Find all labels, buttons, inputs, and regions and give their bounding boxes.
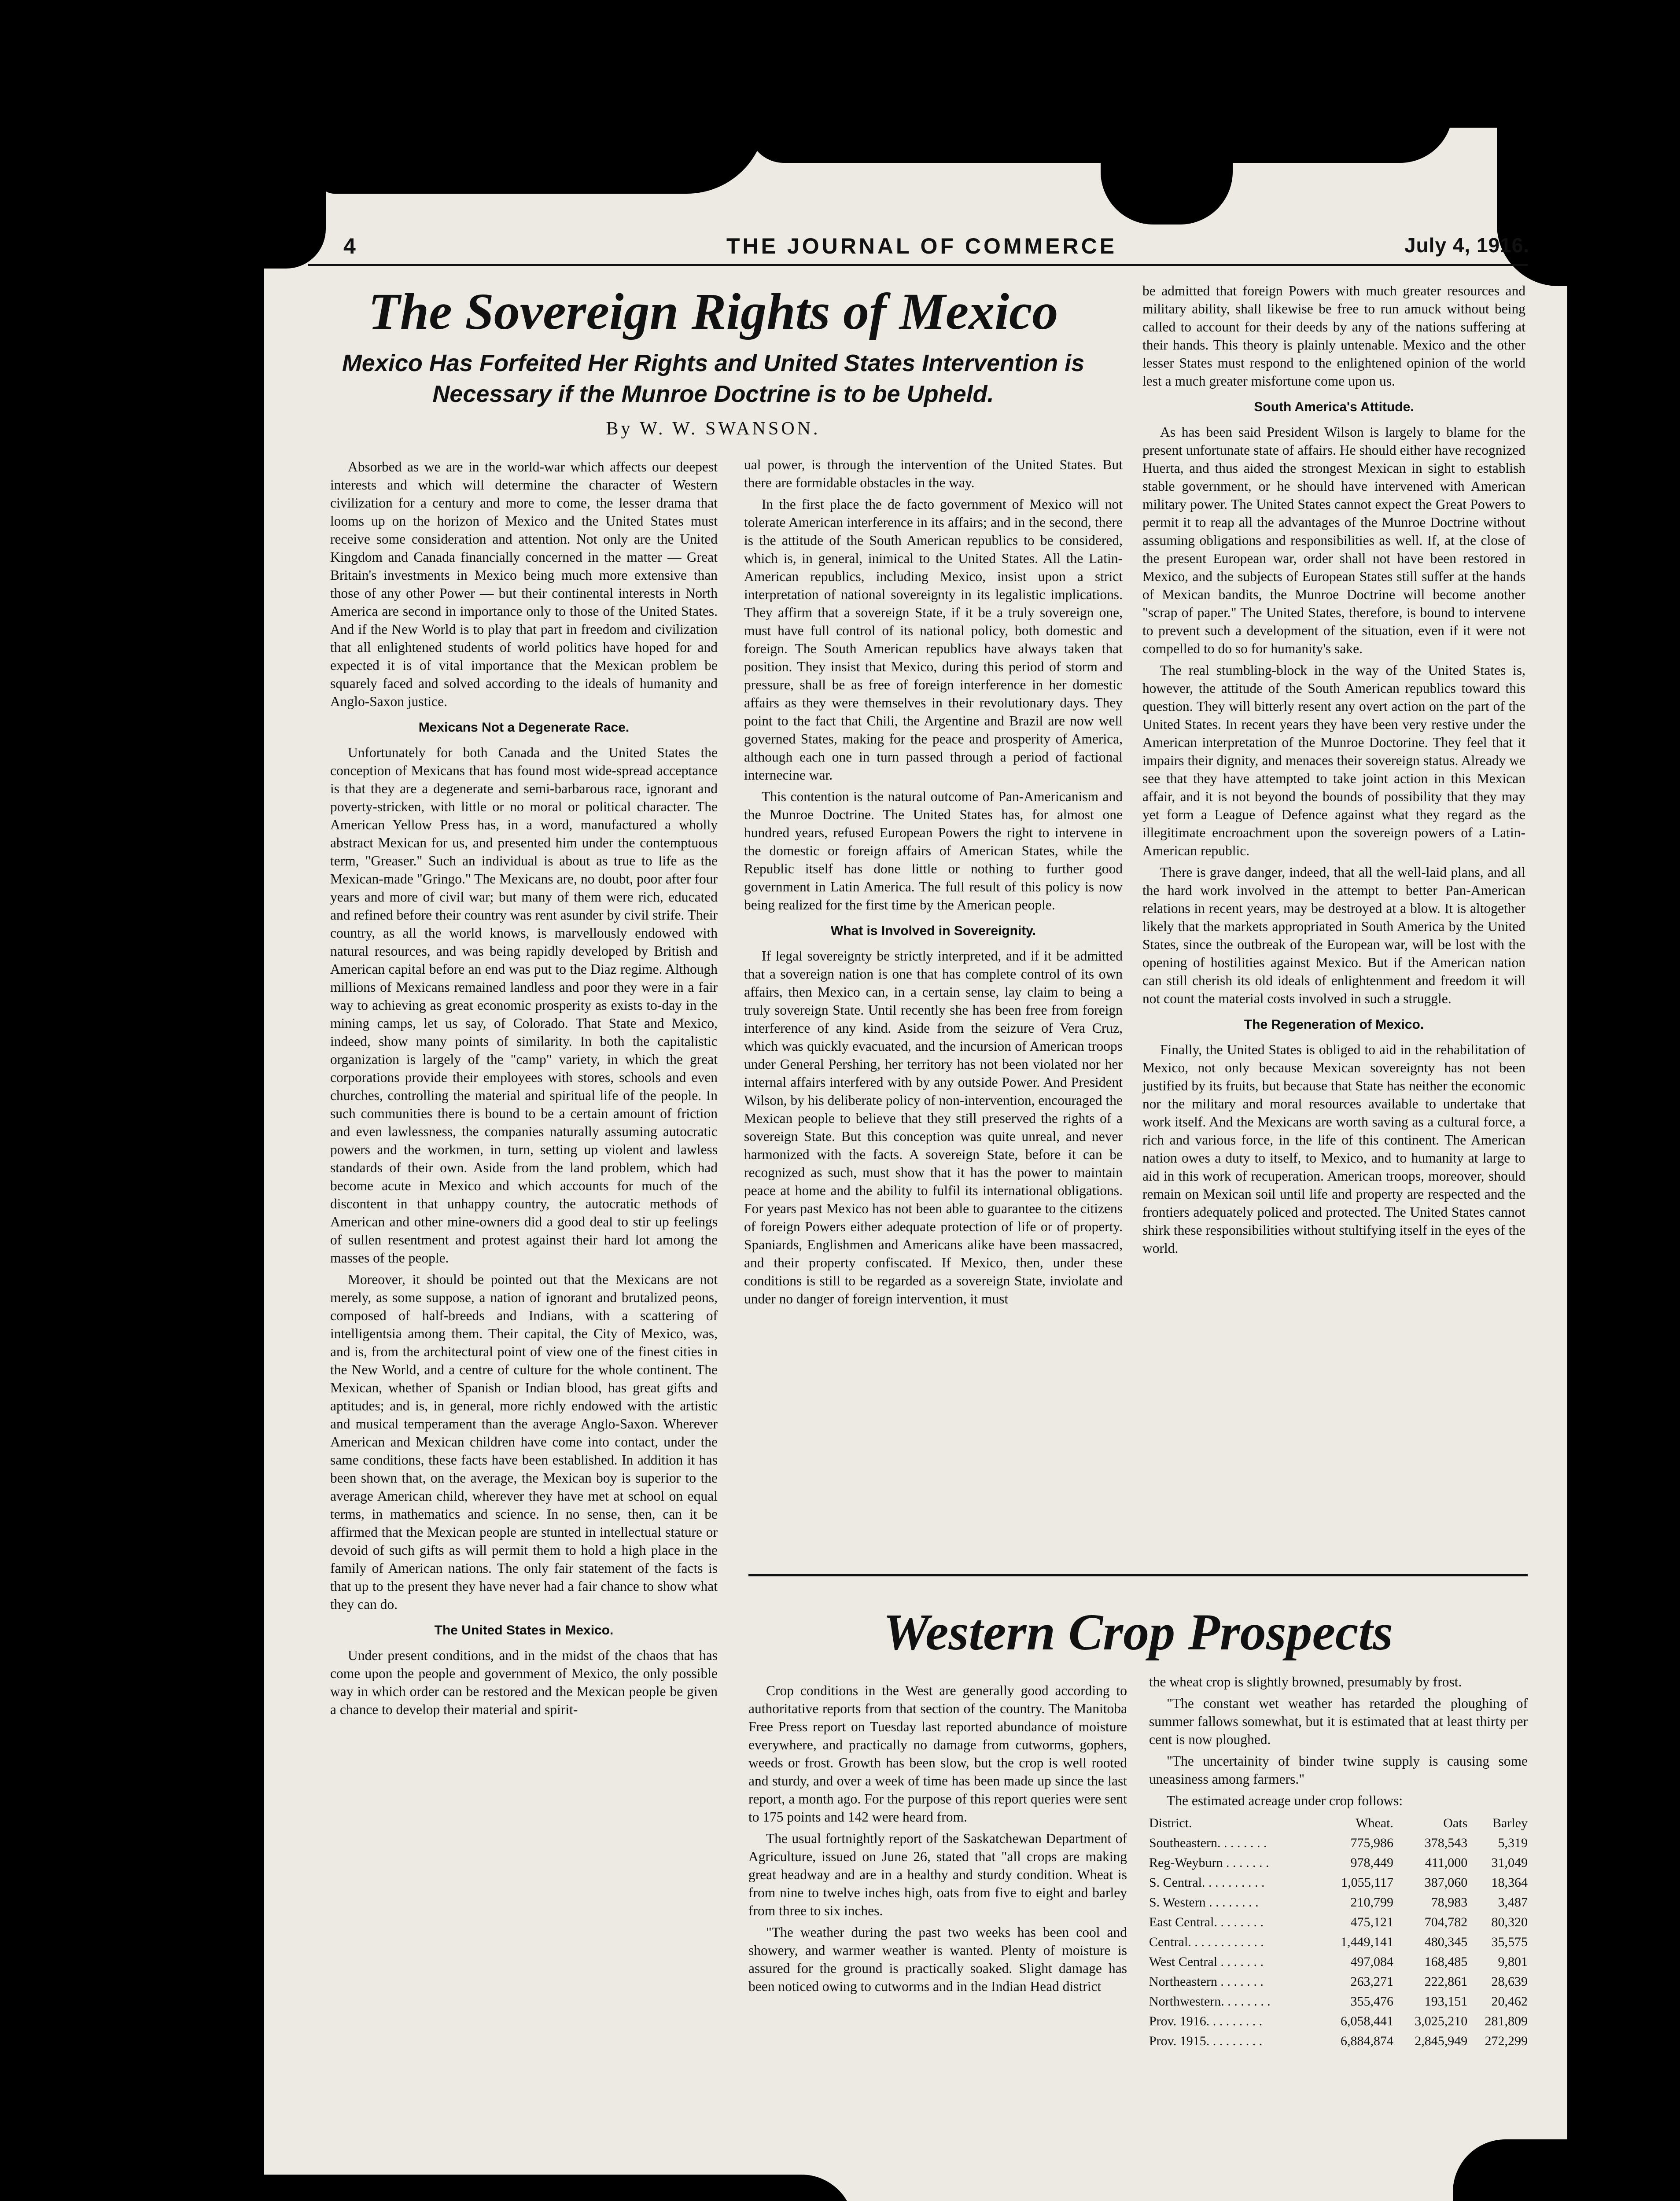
district-cell: Reg-Weyburn . . . . . . . — [1149, 1855, 1269, 1870]
table-row — [1149, 1972, 1528, 1991]
section-heading: What is Involved in Sovereignity. — [830, 924, 1036, 938]
district-cell: Central. . . . . . . . . . . . — [1149, 1935, 1264, 1949]
paragraph: If legal sovereignty be strictly interpreted, and if it be admitted that a sovereign nation is one that has complete control of its own affairs, then Mexico can, in a certain sense, lay claim to being a truly sovereign State. Until recently she has been free from foreign interference of any kind. Aside from the seizure of Vera Cruz, which was quickly evacuated, and the incursion of American troops under General Pershing, her territory has not been violated nor her internal affairs interfered with by any outside Power. And President Wilson, by his deliberate policy of non-intervention, encouraged the Mexican people to believe that they still preserved the rights of a sovereign State. But this conception was quite unreal, and never harmonized with the facts. A sovereign State, before it can be recognized as such, must show that it has the power to maintain peace at home and the ability to fulfil its international obligations. For years past Mexico has not been able to guarantee to the citizens of foreign Powers either adequate protection of life or of property. Spaniards, Englishmen and Americans alike have been massacred, and their property confiscated. If Mexico, then, under these conditions is still to be regarded as a sovereign State, inviolate and under no danger of foreign intervention, it must — [744, 948, 1123, 1307]
article-column-1 — [330, 458, 718, 1722]
acreage-table — [1149, 1813, 1528, 2051]
district-cell: Northwestern. . . . . . . . — [1149, 1994, 1271, 2009]
table-row — [1149, 2031, 1528, 2051]
table-header-row — [1149, 1813, 1528, 1833]
acreage-cell: 411,000 — [1425, 1855, 1468, 1870]
acreage-cell: 18,364 — [1491, 1875, 1528, 1890]
column-header: Barley — [1492, 1816, 1528, 1830]
acreage-cell: 3,487 — [1498, 1895, 1528, 1910]
table-row — [1149, 1952, 1528, 1972]
acreage-cell: 210,799 — [1350, 1895, 1393, 1910]
table-row — [1149, 1892, 1528, 1912]
paragraph: There is grave danger, indeed, that all the well-laid plans, and all the hard work involved in the attempt to better Pan-American relations in recent years, may be destroyed at a blow. It is altogether likely that the markets appropriated in South America by the United States, since the outbreak of the European war, will be lost with the opening of hostilities against Mexico. But if the American nation can still cherish its old ideals of enlightenment and freedom it will not count the material costs involved in such a struggle. — [1142, 865, 1525, 1006]
paragraph: In the first place the de facto government of Mexico will not tolerate American interference in its affairs; and in the second, there is the attitude of the South American republics to be considered, which is, in general, inimical to the United States. All the Latin-American republics, including Mexico, insist upon a strict interpretation of national sovereignty in its legalistic implications. They affirm that a sovereign State, if it be a truly sovereign one, must have full control of its national policy, both domestic and foreign. The South American republics have always taken that position. They insist that Mexico, during this period of storm and pressure, shall be as free of foreign interference in her domestic affairs as they were themselves in their revolutionary days. They point to the fact that Chili, the Argentine and Brazil are now well governed States, making for the peace and prosperity of America, although each one in turn passed through a period of factional internecine war. — [744, 497, 1123, 783]
article-column-2 — [744, 456, 1123, 1311]
torn-edge — [1453, 2139, 1620, 2201]
paragraph: Moreover, it should be pointed out that the Mexicans are not merely, as some suppose, a nation of ignorant and brutalized peons, composed of half-breeds and Indians, with a scattering of intelligentsia among them. Their capital, the City of Mexico, was, and is, from the architectural point of view one of the finest cities in the New World, and a centre of culture for the whole continent. The Mexican, whether of Spanish or Indian blood, has great gifts and aptitudes; and is, in general, more richly endowed with the artistic and musical temperament than the average Anglo-Saxon. Wherever American and Mexican children have come into contact, under the same conditions, these facts have been established. In addition it has been shown that, on the average, the Mexican boy is superior to the average American child, wherever they have met at school on equal terms, in mathematics and science. In no sense, then, can it be affirmed that the Mexican people are stunted in intellectual stature or devoid of such gifts as will permit them to hold a high place in the family of American nations. The only fair statement of the facts is that up to the present they have never had a fair chance to show what they can do. — [330, 1272, 718, 1612]
section-heading: South America's Attitude. — [1254, 400, 1414, 414]
header-rule — [308, 264, 1528, 266]
crop-column-1 — [748, 1682, 1127, 1999]
district-cell: East Central. . . . . . . . — [1149, 1915, 1264, 1929]
torn-edge — [1497, 110, 1620, 286]
paragraph: "The constant wet weather has retarded the ploughing of summer fallows somewhat, but it is estimated that at least thirty per cent is now ploughed. — [1149, 1696, 1528, 1747]
acreage-cell: 5,319 — [1498, 1836, 1528, 1850]
table-row — [1149, 1833, 1528, 1853]
table-row — [1149, 1932, 1528, 1952]
masthead: THE JOURNAL OF COMMERCE — [726, 234, 1117, 258]
acreage-cell: 263,271 — [1350, 1974, 1393, 1989]
section-heading: Mexicans Not a Degenerate Race. — [418, 720, 630, 735]
issue-date: July 4, 1916. — [1404, 234, 1530, 257]
page-number: 4 — [343, 234, 358, 258]
acreage-cell: 272,299 — [1485, 2034, 1528, 2048]
acreage-cell: 978,449 — [1350, 1855, 1393, 1870]
paragraph: The estimated acreage under crop follows: — [1167, 1793, 1403, 1808]
column-header: District. — [1149, 1816, 1192, 1830]
acreage-cell: 1,055,117 — [1341, 1875, 1393, 1890]
article-column-3 — [1142, 282, 1525, 1261]
table-row — [1149, 1991, 1528, 2011]
paragraph: Crop conditions in the West are generally good according to authoritative reports from that section of the country. The Manitoba Free Press report on Tuesday last reported abundance of moisture everywhere, and practically no damage from cutworms, gophers, weeds or frost. Growth has been slow, but the crop is well rooted and sturdy, and over a week of time has been made up since the last report, a month ago. For the purpose of this report queries were sent to 175 points and 142 were heard from. — [748, 1683, 1127, 1825]
paragraph: Absorbed as we are in the world-war which affects our deepest interests and which will determine the character of Western civilization for a century and more to come, the lesser drama that looms up on the horizon of Mexico and the United States must receive some consideration and attention. Not only are the United Kingdom and Canada financially concerned in the matter — Great Britain's investments in Mexico being much more extensive than those of any other Power — but their continental interests in North America are second in importance only to those of the United States. And if the New World is to play that part in freedom and civilization that all enlightened students of world politics have hoped for and expected it is of vital importance that the Mexican problem be squarely faced and solved according to the ideals of humanity and Anglo-Saxon justice. — [330, 459, 718, 709]
section-rule — [748, 1574, 1528, 1576]
acreage-cell: 378,543 — [1424, 1836, 1468, 1850]
district-cell: Northeastern . . . . . . . — [1149, 1974, 1264, 1989]
acreage-cell: 475,121 — [1350, 1915, 1393, 1929]
acreage-cell: 31,049 — [1491, 1855, 1528, 1870]
paragraph: The real stumbling-block in the way of the United States is, however, the attitude of the South American republics toward this question. They will bitterly resent any overt action on the part of the United States. In recent years they have been very restive under the American interpretation of the Munroe Doctorine. They feel that it impairs their dignity, and menaces their sovereign status. Already we see that they have attempted to take joint action in this Mexican affair, and it is not beyond the bounds of possibility that they may yet form a League of Defence against what they regard as the illegitimate encroachment upon the sovereign powers of a Latin-American republic. — [1142, 663, 1525, 858]
paragraph: The usual fortnightly report of the Saskatchewan Department of Agriculture, issued on June 26, stated that "all crops are making great headway and are in a healthy and sturdy condition. Wheat is from nine to twelve inches high, oats from five to eight and barley from three to six inches. — [748, 1831, 1127, 1918]
acreage-cell: 3,025,210 — [1415, 2014, 1468, 2028]
paragraph: ual power, is through the intervention of the United States. But there are formidable obstacles in the way. — [744, 457, 1123, 490]
paragraph: This contention is the natural outcome of Pan-Americanism and the Munroe Doctrine. The United States has, for almost one hundred years, refused European Powers the right to intervene in the domestic or foreign affairs of American States, while the Republic itself has done little or nothing to further good government in Latin America. The full result of this policy is now being realized for the first time by the American people. — [744, 789, 1123, 913]
table-row — [1149, 1912, 1528, 1932]
paragraph: be admitted that foreign Powers with much greater resources and military ability, shall likewise be free to run amuck without being called to account for their deeds by any of the nations suffering at their hands. This theory is plainly untenable. Mexico and the other lesser States must respond to the enlightened opinion of the world lest a much greater misfortune come upon us. — [1142, 283, 1525, 389]
column-header: Wheat. — [1356, 1816, 1393, 1830]
torn-edge — [247, 2175, 854, 2201]
acreage-cell: 704,782 — [1424, 1915, 1468, 1929]
district-cell: Prov. 1915. . . . . . . . . — [1149, 2034, 1263, 2048]
torn-edge — [317, 110, 766, 194]
acreage-cell: 80,320 — [1491, 1915, 1528, 1929]
column-header: Oats — [1443, 1816, 1468, 1830]
table-row — [1149, 1873, 1528, 1892]
crop-article-title: Western Crop Prospects — [883, 1603, 1393, 1661]
district-cell: S. Central. . . . . . . . . . — [1149, 1875, 1265, 1890]
torn-edge — [1567, 264, 1620, 2201]
acreage-cell: 193,151 — [1424, 1994, 1468, 2009]
table-row — [1149, 2011, 1528, 2031]
acreage-cell: 20,462 — [1491, 1994, 1528, 2009]
acreage-cell: 6,884,874 — [1341, 2034, 1393, 2048]
article-title: The Sovereign Rights of Mexico — [368, 283, 1058, 340]
acreage-cell: 775,986 — [1350, 1836, 1393, 1850]
section-heading: The Regeneration of Mexico. — [1244, 1017, 1424, 1032]
district-cell: Prov. 1916. . . . . . . . . — [1149, 2014, 1263, 2028]
acreage-cell: 78,983 — [1431, 1895, 1468, 1910]
acreage-cell: 222,861 — [1424, 1974, 1468, 1989]
crop-column-2 — [1149, 1673, 1528, 2051]
acreage-cell: 387,060 — [1424, 1875, 1468, 1890]
district-cell: West Central . . . . . . . — [1149, 1954, 1264, 1969]
paragraph: Under present conditions, and in the midst of the chaos that has come upon the people and government of Mexico, the only possible way in which order can be restored and the Mexican people be given a chance to develop their material and spirit- — [330, 1648, 718, 1717]
torn-edge — [247, 110, 326, 269]
acreage-cell: 6,058,441 — [1341, 2014, 1393, 2028]
table-row — [1149, 1853, 1528, 1873]
acreage-cell: 35,575 — [1491, 1935, 1528, 1949]
district-cell: S. Western . . . . . . . . — [1149, 1895, 1259, 1910]
torn-edge — [1101, 110, 1233, 225]
acreage-cell: 281,809 — [1485, 2014, 1528, 2028]
byline: By W. W. SWANSON. — [606, 419, 821, 439]
acreage-cell: 1,449,141 — [1341, 1935, 1393, 1949]
paragraph: Finally, the United States is obliged to aid in the rehabilitation of Mexico, not only because Mexican sovereignty has not been justified by its fruits, but because that State has neither the economic nor the military and moral resources available to undertake that work itself. And the Mexicans are worth saving as a cultural force, a rich and various force, in the life of this continent. The American nation owes a duty to itself, to Mexico, and to humanity at large to aid in this work of recuperation. American troops, moreover, should remain on Mexican soil until life and property are respected and the frontiers adequately policed and protected. The United States cannot shirk these responsibilities without stultifying itself in the eyes of the world. — [1142, 1042, 1525, 1256]
acreage-cell: 28,639 — [1491, 1974, 1528, 1989]
acreage-cell: 168,485 — [1424, 1954, 1468, 1969]
paragraph: As has been said President Wilson is largely to blame for the present unfortunate state of affairs. He should either have recognized Huerta, and thus aided the strongest Mexican in sight to establish stable government, or he should have intervened with American military power. The United States cannot expect the Great Powers to permit it to reap all the advantages of the Munroe Doctrine without assuming obligations and responsibilities as well. If, at the close of the present European war, order shall not have been restored in Mexico, and the subjects of European States still suffer at the hands of Mexican bandits, the Munroe Doctrine will become another "scrap of paper." The United States, therefore, is bound to intervene to prevent such a development of the situation, even if it were not compelled to do so for humanity's sake. — [1142, 424, 1525, 656]
paragraph: "The weather during the past two weeks has been cool and showery, and warmer weather is wanted. Plenty of moisture is assured for the ground is practically soaked. Slight damage has been noticed owing to cutworms and in the Indian Head district — [748, 1925, 1127, 1994]
paragraph: the wheat crop is slightly browned, presumably by frost. — [1149, 1674, 1462, 1689]
paragraph: Unfortunately for both Canada and the United States the conception of Mexicans that has found most wide-spread acceptance is that they are a degenerate and semi-barbarous race, ignorant and poverty-stricken, with little or no moral or political character. The American Yellow Press has, in a word, manufactured a wholly abstract Mexican for us, and presented him under the contemptuous term, "Greaser." Such an individual is about as true to life as the Mexican-made "Gringo." The Mexicans are, no doubt, poor after four years and more of civil war; but many of them were rich, educated and refined before their country was rent asunder by civil strife. Their country, as all the world knows, is marvellously endowed with natural resources, and was being rapidly developed by British and American capital before an end was put to the Diaz regime. Although millions of Mexicans remained landless and poor they were in a fair way to achieving as great economic prosperity as exists to-day in the mining camps, let us say, of Colorado. That State and Mexico, indeed, show many points of similarity. In both the capitalistic organization is largely of the "camp" variety, in which the great corporations provide their employees with stores, schools and even churches, controlling the material and spiritual life of the people. In such communities there is bound to be a certain amount of friction and even lawlessness, the companies naturally assuming autocratic powers and the workmen, in turn, setting up violent and lawless standards of their own. Aside from the land problem, which had become acute in Mexico and which accounts for much of the discontent in that unhappy country, the autocratic methods of American and other mine-owners did a good deal to stir up feelings of sullen resentment and protest against their hard lot among the masses of the people. — [330, 745, 718, 1266]
acreage-cell: 355,476 — [1350, 1994, 1393, 2009]
article-subtitle: Mexico Has Forfeited Her Rights and United States Intervention is Necessary if the Munroe Doctrine is to be Upheld. — [342, 350, 1085, 407]
acreage-cell: 2,845,949 — [1415, 2034, 1468, 2048]
section-heading: The United States in Mexico. — [434, 1623, 614, 1638]
acreage-cell: 480,345 — [1424, 1935, 1468, 1949]
crop-column-2-text — [1149, 1673, 1528, 1810]
acreage-cell: 497,084 — [1350, 1954, 1393, 1969]
acreage-cell: 9,801 — [1498, 1954, 1528, 1969]
paragraph: "The uncertainity of binder twine supply is causing some uneasiness among farmers." — [1149, 1753, 1528, 1787]
district-cell: Southeastern. . . . . . . . — [1149, 1836, 1267, 1850]
